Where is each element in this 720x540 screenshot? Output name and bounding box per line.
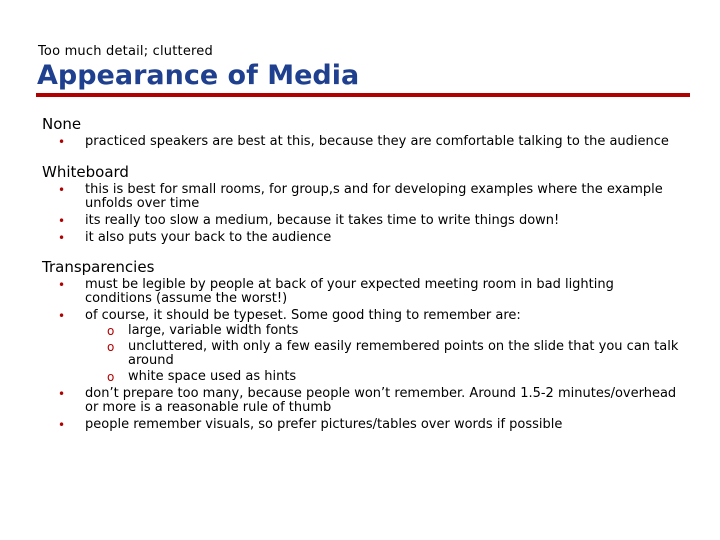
list-item (42, 309, 682, 384)
section-heading: Whiteboard (42, 163, 129, 181)
sub-list-item (85, 370, 682, 384)
list-item (42, 418, 682, 432)
bullet-text: practiced speakers are best at this, because they are comfortable talking to the audience (85, 134, 669, 149)
bullet-icon: • (58, 183, 66, 197)
section-heading: None (42, 115, 82, 133)
title-rule (36, 93, 690, 97)
bullet-list (42, 183, 682, 245)
list-item (42, 278, 682, 306)
sub-bullet-list (85, 324, 682, 384)
sub-bullet-text: white space used as hints (128, 369, 297, 384)
sub-list-item (85, 340, 682, 368)
bullet-icon: • (58, 387, 66, 401)
list-item (42, 214, 682, 228)
list-item (42, 135, 682, 149)
circle-bullet-icon: o (107, 370, 115, 384)
bullet-icon: • (58, 231, 66, 245)
bullet-list (42, 135, 682, 149)
section-transparencies (42, 258, 682, 432)
circle-bullet-icon: o (107, 324, 115, 338)
sub-bullet-text: large, variable width fonts (128, 323, 299, 338)
bullet-icon: • (58, 214, 66, 228)
bullet-text: of course, it should be typeset. Some good thing to remember are: (85, 308, 521, 323)
bullet-icon: • (58, 309, 66, 323)
section-whiteboard (42, 163, 682, 245)
bullet-icon: • (58, 278, 66, 292)
list-item (42, 387, 682, 415)
sub-list-item (85, 324, 682, 338)
slide-content (42, 115, 682, 435)
bullet-list (42, 278, 682, 432)
bullet-icon: • (58, 418, 66, 432)
sub-bullet-text: uncluttered, with only a few easily remembered points on the slide that you can talk around (128, 339, 679, 368)
bullet-text: its really too slow a medium, because it takes time to write things down! (85, 213, 560, 228)
section-none (42, 115, 682, 149)
bullet-text: don’t prepare too many, because people won’t remember. Around 1.5-2 minutes/overhead or more is a reasonable rule of thumb (85, 386, 677, 415)
bullet-text: must be legible by people at back of your expected meeting room in bad lighting conditions (assume the worst!) (85, 277, 614, 306)
bullet-icon: • (58, 135, 66, 149)
slide-subtitle: Too much detail; cluttered (38, 44, 213, 59)
list-item (42, 183, 682, 211)
section-heading: Transparencies (42, 258, 155, 276)
circle-bullet-icon: o (107, 340, 115, 354)
slide-title: Appearance of Media (37, 60, 360, 91)
bullet-text: people remember visuals, so prefer pictures/tables over words if possible (85, 417, 563, 432)
bullet-text: it also puts your back to the audience (85, 230, 332, 245)
list-item (42, 231, 682, 245)
bullet-text: this is best for small rooms, for group,s and for developing examples where the example unfolds over time (85, 182, 663, 211)
